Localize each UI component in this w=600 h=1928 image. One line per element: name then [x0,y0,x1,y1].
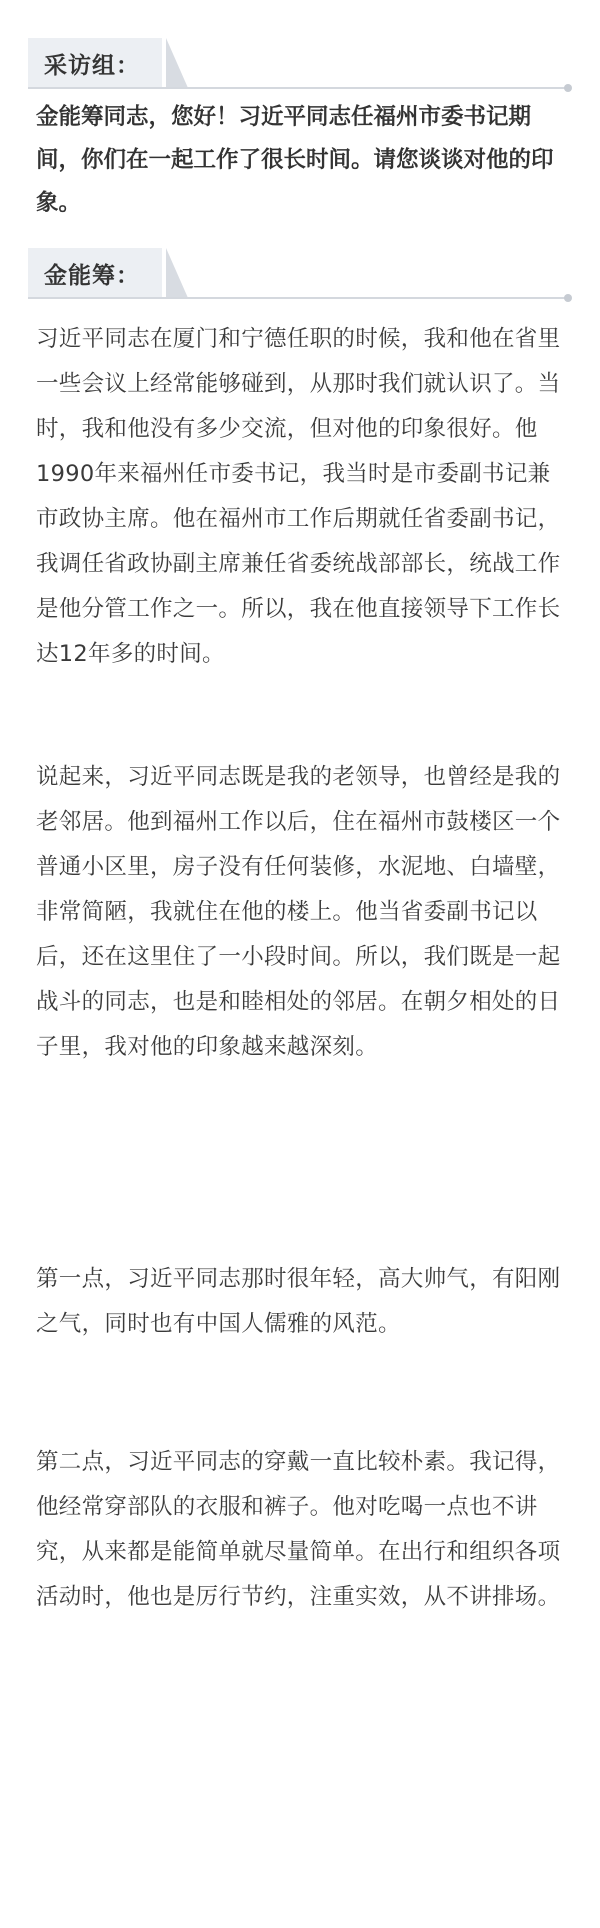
header-slant-decoration [166,38,188,88]
interviewee-header [28,240,568,300]
answer-paragraph: 第一点，习近平同志那时很年轻，高大帅气，有阳刚之气，同时也有中国人儒雅的风范。 [36,1266,561,1337]
divider-end-dot [564,84,572,92]
interview-question: 金能筹同志，您好！习近平同志任福州市委书记期间，你们在一起工作了很长时间。请您谈谈对他的印象。 [36,104,554,216]
answer-paragraph: 说起来，习近平同志既是我的老领导，也曾经是我的老邻居。他到福州工作以后，住在福州市鼓楼区一个普通小区里，房子没有任何装修，水泥地、白墙壁，非常简陋，我就住在他的楼上。他当省委副书记以后，还在这里住了一小段时间。所以，我们既是一起战斗的同志，也是和睦相处的邻居。在朝夕相处的日子里，我对他的印象越来越深刻。 [36,764,561,1060]
interviewer-header [28,30,568,90]
divider-end-dot [564,294,572,302]
header-divider [28,87,568,89]
header-divider [28,297,568,299]
answer-paragraph: 第二点，习近平同志的穿戴一直比较朴素。我记得，他经常穿部队的衣服和裤子。他对吃喝一点也不讲究，从来都是能简单就尽量简单。在出行和组织各项活动时，他也是厉行节约，注重实效，从不讲排场。 [36,1449,561,1610]
interviewer-label: 采访组： [28,38,162,88]
interviewee-label: 金能筹： [28,248,162,298]
answer-paragraph: 习近平同志在厦门和宁德任职的时候，我和他在省里一些会议上经常能够碰到，从那时我们就认识了。当时，我和他没有多少交流，但对他的印象很好。他1990年来福州任市委书记，我当时是市委副书记兼市政协主席。他在福州市工作后期就任省委副书记，我调任省政协副主席兼任省委统战部部长，统战工作是他分管工作之一。所以，我在他直接领导下工作长达12年多的时间。 [36,326,561,667]
header-slant-decoration [166,248,188,298]
